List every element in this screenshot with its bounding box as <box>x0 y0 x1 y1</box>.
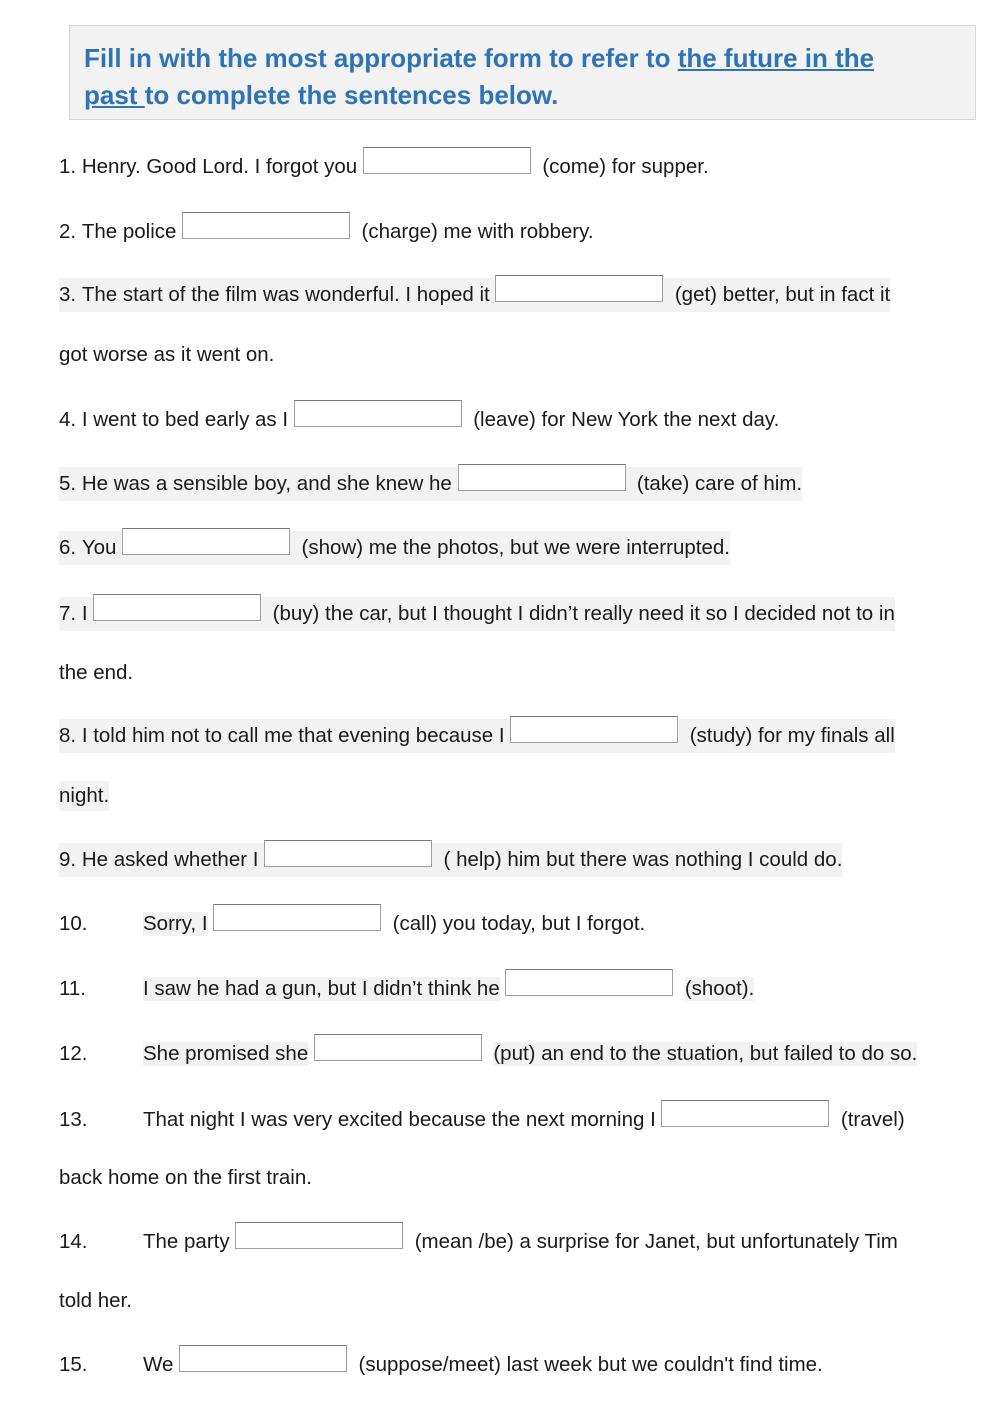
exercise-item-3 <box>59 278 890 312</box>
exercise-item-7 <box>59 597 895 631</box>
item-text-after: (study) for my finals all <box>689 724 895 747</box>
item-text-before: You <box>81 536 117 559</box>
exercise-item-5 <box>59 467 802 501</box>
item-number: 7. <box>59 602 77 625</box>
answer-input-3[interactable] <box>495 275 663 302</box>
instructions-text: Fill in with the most appropriate form to refer to <box>84 43 678 73</box>
exercise-item-8 <box>59 719 895 753</box>
exercise-item-3-continuation: got worse as it went on. <box>59 343 275 366</box>
instructions-header <box>69 25 976 120</box>
item-text-before: That night I was very excited because the next morning I <box>143 1108 656 1131</box>
answer-input-1[interactable] <box>363 147 531 174</box>
item-text-before: We <box>143 1353 174 1376</box>
item-text-after: (buy) the car, but I thought I didn’t really need it so I decided not to in <box>272 602 895 625</box>
answer-input-11[interactable] <box>505 969 673 996</box>
item-number: 11. <box>59 977 86 1000</box>
item-text-after: (call) you today, but I forgot. <box>392 912 646 935</box>
item-text-after: (put) an end to the stuation, but failed to do so. <box>493 1042 918 1065</box>
answer-input-15[interactable] <box>179 1345 347 1372</box>
item-text-after: (leave) for New York the next day. <box>473 408 780 431</box>
answer-input-8[interactable] <box>510 716 678 743</box>
item-number: 2. <box>59 220 77 243</box>
item-text-after: (mean /be) a surprise for Janet, but unfortunately Tim <box>414 1230 898 1253</box>
item-number: 10. <box>59 912 88 935</box>
item-number: 4. <box>59 408 77 431</box>
answer-input-7[interactable] <box>93 594 261 621</box>
item-text-before: He was a sensible boy, and she knew he <box>81 472 452 495</box>
instructions-underlined-2: past <box>84 80 145 110</box>
exercise-item-7-continuation: the end. <box>59 661 134 684</box>
item-text-after: ( help) him but there was nothing I could do. <box>443 848 843 871</box>
item-number: 6. <box>59 536 77 559</box>
answer-input-6[interactable] <box>122 528 290 555</box>
item-number: 13. <box>59 1108 88 1131</box>
item-text-after: (get) better, but in fact it <box>674 283 891 306</box>
item-number: 15. <box>59 1353 88 1376</box>
exercise-item-13 <box>59 1103 905 1137</box>
item-text-before: He asked whether I <box>81 848 259 871</box>
item-text-before: The start of the film was wonderful. I hoped it <box>81 283 490 306</box>
answer-input-2[interactable] <box>182 212 350 239</box>
answer-input-14[interactable] <box>235 1222 403 1249</box>
item-number: 9. <box>59 848 77 871</box>
item-text-after: (come) for supper. <box>542 155 709 178</box>
exercise-item-6 <box>59 531 730 565</box>
item-text-before: Henry. Good Lord. I forgot you <box>81 155 358 178</box>
exercise-item-15 <box>59 1348 823 1382</box>
instructions-underlined-1: the future in the <box>677 43 875 73</box>
answer-input-9[interactable] <box>264 840 432 867</box>
exercise-item-1 <box>59 150 709 184</box>
item-text-after: (show) me the photos, but we were interrupted. <box>301 536 730 559</box>
exercise-item-14-continuation: told her. <box>59 1289 132 1312</box>
item-text-before: I went to bed early as I <box>81 408 289 431</box>
answer-input-10[interactable] <box>213 904 381 931</box>
item-number: 14. <box>59 1230 88 1253</box>
item-text-before: Sorry, I <box>143 912 208 935</box>
instructions-text-end: to complete the sentences below. <box>144 80 559 110</box>
answer-input-12[interactable] <box>314 1034 482 1061</box>
item-text-after: (shoot). <box>684 977 755 1000</box>
exercise-item-10 <box>59 907 645 941</box>
exercise-item-13-continuation: back home on the first train. <box>59 1166 312 1189</box>
exercise-item-9 <box>59 843 842 877</box>
exercise-item-2 <box>59 215 594 249</box>
exercise-item-14 <box>59 1225 898 1259</box>
item-number: 8. <box>59 724 77 747</box>
item-text-after: (travel) <box>840 1108 905 1131</box>
item-text-before: I told him not to call me that evening because I <box>81 724 505 747</box>
exercise-item-11 <box>59 972 754 1006</box>
item-number: 12. <box>59 1042 88 1065</box>
item-text-before: She promised she <box>143 1042 309 1065</box>
item-text-before: I <box>81 602 88 625</box>
exercise-item-4 <box>59 403 779 437</box>
item-text-after: (charge) me with robbery. <box>361 220 594 243</box>
answer-input-13[interactable] <box>661 1100 829 1127</box>
item-text-after: (take) care of him. <box>636 472 803 495</box>
item-text-after: (suppose/meet) last week but we couldn't find time. <box>358 1353 823 1376</box>
exercise-item-8-continuation: night. <box>59 781 109 811</box>
item-number: 5. <box>59 472 77 495</box>
exercise-item-12 <box>59 1037 917 1071</box>
answer-input-5[interactable] <box>458 464 626 491</box>
item-number: 3. <box>59 283 77 306</box>
item-text-before: I saw he had a gun, but I didn’t think he <box>143 977 500 1000</box>
answer-input-4[interactable] <box>294 400 462 427</box>
item-text-before: The party <box>143 1230 230 1253</box>
item-number: 1. <box>59 155 77 178</box>
item-text-before: The police <box>81 220 177 243</box>
